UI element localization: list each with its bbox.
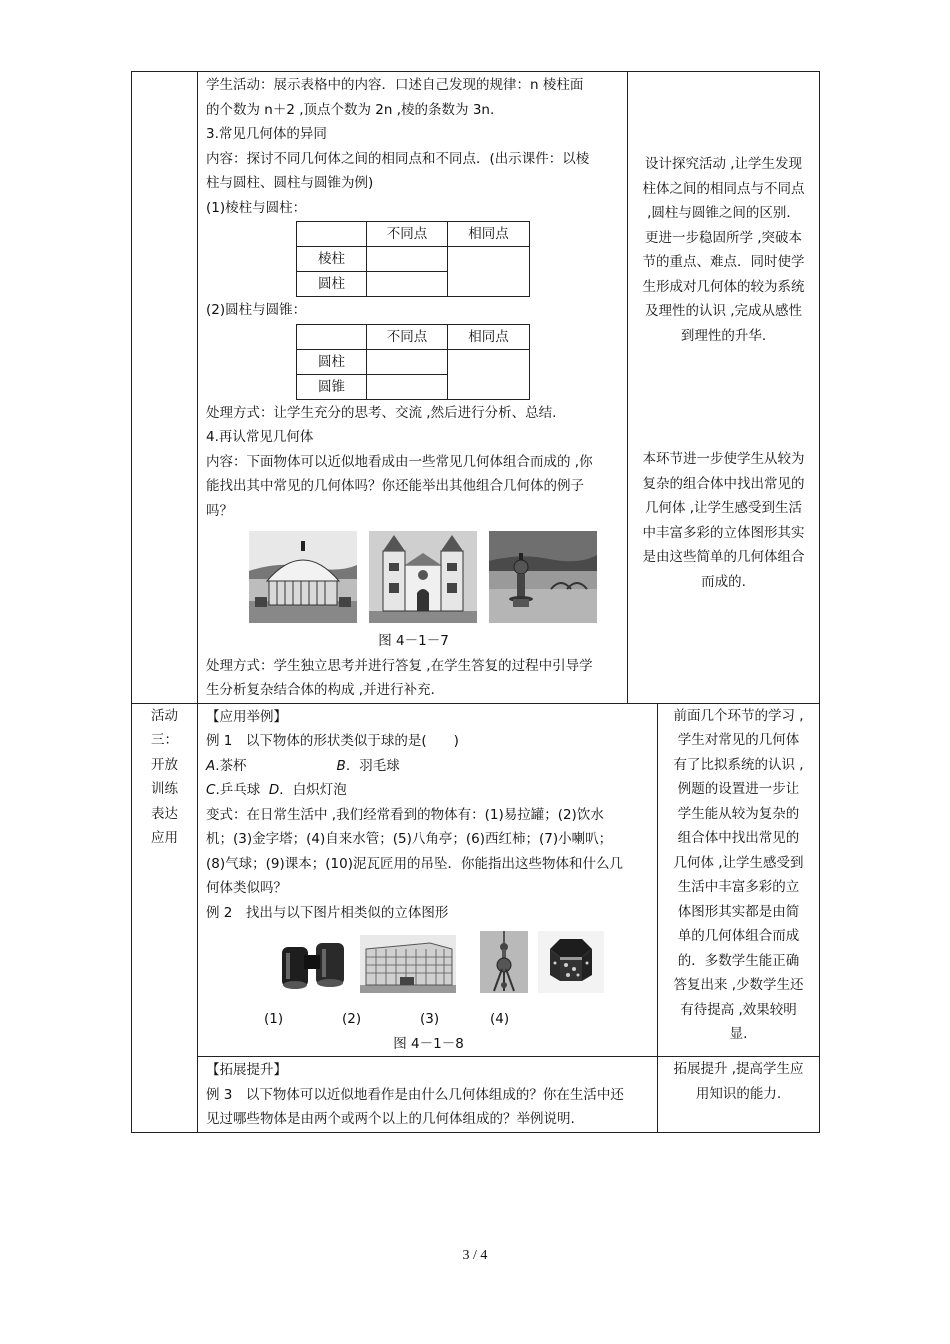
- table-row-label: 棱柱: [297, 247, 367, 272]
- process-text-1: 处理方式：让学生充分的思考、交流 ,然后进行分析、总结.: [206, 404, 557, 421]
- building-photo: [360, 935, 456, 993]
- variant-text-b: 机；(3)金字塔；(4)自来水管；(5)八角亭；(6)西红柿；(7)小喇叭；: [206, 831, 613, 847]
- variant-text-d: 何体类似吗？: [206, 880, 287, 896]
- table-cell-merged: [448, 247, 530, 297]
- activity3-content-cell: [198, 703, 658, 1057]
- activity3-label-cell: 活动 三： 开放 训练 表达 应用: [132, 703, 198, 1132]
- subheading-prism-cylinder: (1)棱柱与圆柱：: [206, 199, 307, 216]
- church-photo: [369, 531, 477, 623]
- activity3-row: [132, 703, 820, 1057]
- extend-right-cell: 拓展提升 ,提高学生应 用知识的能力.: [658, 1057, 820, 1133]
- hexagonal-box-photo: [538, 931, 604, 993]
- content-text-4c: 吗？: [206, 502, 233, 519]
- yurt-photo: [249, 531, 357, 623]
- table-header-diff: 不同点: [367, 324, 448, 349]
- process-text-2a: 处理方式：学生独立思考并进行答复 ,在学生答复的过程中引导学: [206, 657, 593, 674]
- content-text-3b: 柱与圆柱、圆柱与圆锥为例): [206, 175, 374, 191]
- application-title: 【应用举例】: [206, 708, 287, 725]
- table-row-label: 圆锥: [297, 374, 367, 399]
- lesson-plan-table: [131, 71, 820, 1133]
- table-header-same: 相同点: [448, 324, 530, 349]
- figure-4-1-8-photos: [276, 931, 651, 993]
- extend-row: [132, 1057, 820, 1133]
- design-note-1: 设计探究活动 ,让学生发现 柱体之间的相同点与不同点 ,圆柱与圆锥之间的区别． 更进一步稳固所学 ,突破本 节的重点、难点．同时使学 生形成对几何体的较为系统 及理性的认识 ,完成从感性 到理性的升华.: [642, 156, 805, 344]
- table-cell: [367, 349, 448, 374]
- variant-text-c: (8)气球；(9)课本；(10)泥瓦匠用的吊坠．你能指出这些物体和什么几: [206, 855, 623, 872]
- figure-label-1: (1): [264, 1011, 284, 1027]
- table-header-diff: 不同点: [367, 222, 448, 247]
- section-heading-3: 3.常见几何体的异同: [206, 126, 327, 142]
- extend-title: 【拓展提升】: [206, 1062, 287, 1078]
- variant-text-a: 变式：在日常生活中 ,我们经常看到的物体有：(1)易拉罐；(2)饮水: [206, 806, 604, 823]
- process-text-2b: 生分析复杂结合体的构成 ,并进行补充．: [206, 682, 445, 698]
- table-cell: [367, 374, 448, 399]
- example-1: 例 1 以下物体的形状类似于球的是( ): [206, 733, 459, 749]
- table-header-same: 相同点: [448, 222, 530, 247]
- pagoda-lake-photo: [489, 531, 597, 623]
- cylinder-cone-table: [296, 324, 530, 400]
- upper-row: [132, 72, 820, 704]
- upper-left-cell: [132, 72, 198, 704]
- tv-tower-photo: [480, 931, 528, 993]
- content-text-4a: 内容：下面物体可以近似地看成由一些常见几何体组合而成的 ,你: [206, 453, 593, 470]
- upper-content-cell: [198, 72, 628, 704]
- figure-label-2: (2): [342, 1011, 362, 1027]
- extend-content-cell: [198, 1057, 658, 1133]
- page-number: 3 / 4: [462, 1248, 488, 1263]
- table-cell: [367, 272, 448, 297]
- figure-4-1-8-labels: [264, 1007, 651, 1032]
- table-row-label: 圆柱: [297, 349, 367, 374]
- activity3-right-cell: 前面几个环节的学习 , 学生对常见的几何体 有了比拟系统的认识 , 例题的设置进一步让 学生能从较为复杂的 组合体中找出常见的 几何体 ,让学生感受到 生活中丰富多彩的立 体图形其实都是由简 单的几何体组合而成 的．多数学生能正确 答复出来 ,少数学生还 有待提高 ,效果较明 显.: [658, 703, 820, 1057]
- example-3a: 例 3 以下物体可以近似地看作是由什么几何体组成的？你在生活中还: [206, 1086, 624, 1103]
- options-ab: A.茶杯 B．羽毛球: [206, 757, 400, 774]
- design-note-2: 本环节进一步使学生从较为 复杂的组合体中找出常见的 几何体 ,让学生感受到生活 中丰富多彩的立体图形其实 是由这些简单的几何体组合 而成的.: [642, 451, 805, 590]
- figure-label-4: (4): [490, 1011, 510, 1027]
- figure-4-1-8-caption: 图 4－1－8: [393, 1035, 464, 1052]
- upper-right-cell: [628, 72, 820, 704]
- prism-cylinder-table: [296, 221, 530, 297]
- content-text-4b: 能找出其中常见的几何体吗？你还能举出其他组合几何体的例子: [206, 478, 584, 494]
- subheading-cylinder-cone: (2)圆柱与圆锥：: [206, 302, 307, 318]
- section-heading-4: 4.再认常见几何体: [206, 429, 314, 445]
- table-corner: [297, 324, 367, 349]
- table-cell-merged: [448, 349, 530, 399]
- table-corner: [297, 222, 367, 247]
- activity-text-1: 学生活动：展示表格中的内容．口述自己发现的规律：n 棱柱面: [206, 77, 584, 93]
- figure-4-1-7-photos: [249, 531, 621, 623]
- example-2: 例 2 找出与以下图片相类似的立体图形: [206, 904, 449, 921]
- table-cell: [367, 247, 448, 272]
- figure-4-1-7-caption: 图 4－1－7: [378, 633, 449, 649]
- binoculars-photo: [276, 937, 352, 993]
- figure-label-3: (3): [420, 1011, 440, 1027]
- content-text-3a: 内容：探讨不同几何体之间的相同点和不同点．(出示课件：以棱: [206, 150, 590, 167]
- options-cd: C.乒乓球 D．白炽灯泡: [206, 782, 347, 798]
- activity-text-2: 的个数为 n＋2 ,顶点个数为 2n ,棱的条数为 3n.: [206, 101, 495, 118]
- table-row-label: 圆柱: [297, 272, 367, 297]
- example-3b: 见过哪些物体是由两个或两个以上的几何体组成的？举例说明.: [206, 1111, 575, 1127]
